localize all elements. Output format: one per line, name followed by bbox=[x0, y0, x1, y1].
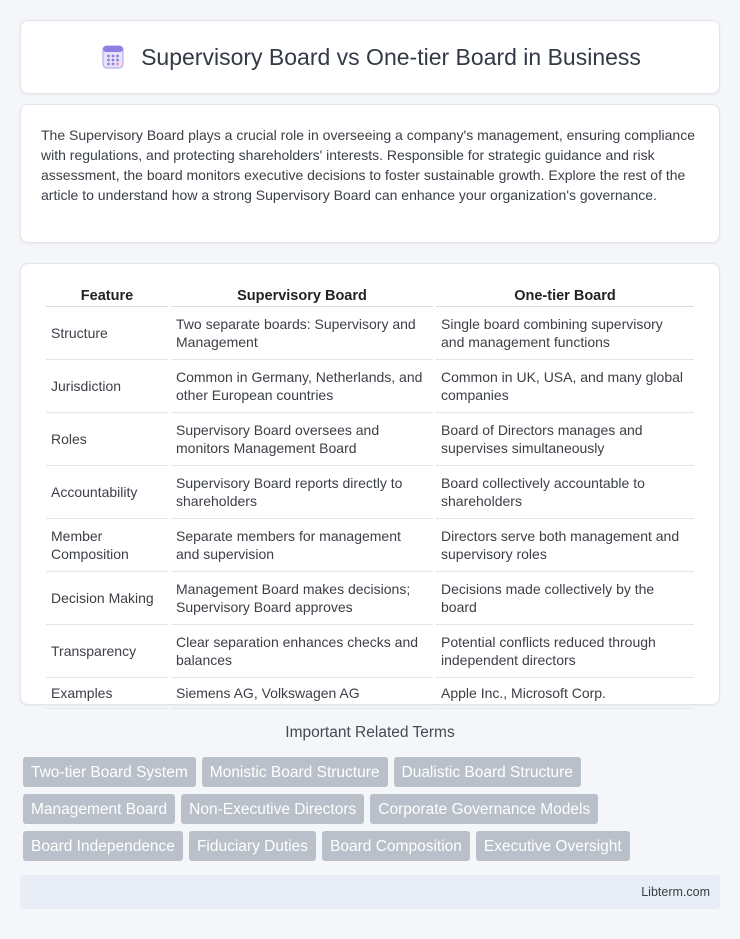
related-term-tag[interactable]: Board Composition bbox=[322, 831, 470, 861]
cell-one-tier: Board collectively accountable to shareholders bbox=[436, 466, 694, 519]
comparison-table bbox=[43, 282, 697, 709]
related-term-tag[interactable]: Corporate Governance Models bbox=[370, 794, 598, 824]
related-terms-list bbox=[23, 757, 723, 861]
related-term-tag[interactable]: Executive Oversight bbox=[476, 831, 630, 861]
table-header-row bbox=[46, 282, 694, 307]
table-row bbox=[46, 678, 694, 709]
related-terms-title: Important Related Terms bbox=[285, 724, 455, 741]
cell-supervisory: Supervisory Board oversees and monitors Management Board bbox=[171, 413, 433, 466]
cell-feature: Roles bbox=[46, 413, 168, 466]
cell-feature: Structure bbox=[46, 307, 168, 360]
cell-supervisory: Two separate boards: Supervisory and Management bbox=[171, 307, 433, 360]
header-one-tier-board: One-tier Board bbox=[436, 282, 694, 307]
cell-feature: Transparency bbox=[46, 625, 168, 678]
header-card bbox=[20, 20, 720, 94]
table-row bbox=[46, 307, 694, 360]
cell-one-tier: Directors serve both management and supervisory roles bbox=[436, 519, 694, 572]
table-row bbox=[46, 360, 694, 413]
table-row bbox=[46, 572, 694, 625]
footer bbox=[20, 875, 720, 909]
related-term-tag[interactable]: Two-tier Board System bbox=[23, 757, 196, 787]
cell-supervisory: Management Board makes decisions; Supervisory Board approves bbox=[171, 572, 433, 625]
cell-supervisory: Common in Germany, Netherlands, and other European countries bbox=[171, 360, 433, 413]
related-term-tag[interactable]: Dualistic Board Structure bbox=[394, 757, 581, 787]
intro-card bbox=[20, 104, 720, 243]
comparison-table-card bbox=[20, 263, 720, 705]
cell-feature: Decision Making bbox=[46, 572, 168, 625]
cell-one-tier: Common in UK, USA, and many global companies bbox=[436, 360, 694, 413]
footer-site-link[interactable]: Libterm.com bbox=[641, 885, 710, 899]
header-supervisory-board: Supervisory Board bbox=[171, 282, 433, 307]
intro-paragraph: The Supervisory Board plays a crucial role in overseeing a company's management, ensuring compliance with regulations, and protecting shareholders' interests. Responsible for strategic guidance and risk assessment, the board monitors executive decisions to foster sustainable growth. Explore the rest of the article to understand how a strong Supervisory Board can enhance your organization's governance. bbox=[41, 127, 696, 203]
related-term-tag[interactable]: Board Independence bbox=[23, 831, 183, 861]
cell-feature: Member Composition bbox=[46, 519, 168, 572]
table-row bbox=[46, 625, 694, 678]
cell-one-tier: Board of Directors manages and supervises simultaneously bbox=[436, 413, 694, 466]
page-title: Supervisory Board vs One-tier Board in Business bbox=[141, 43, 641, 70]
cell-supervisory: Clear separation enhances checks and balances bbox=[171, 625, 433, 678]
cell-one-tier: Decisions made collectively by the board bbox=[436, 572, 694, 625]
header-feature: Feature bbox=[46, 282, 168, 307]
related-term-tag[interactable]: Fiduciary Duties bbox=[189, 831, 316, 861]
cell-feature: Examples bbox=[46, 678, 168, 709]
calculator-icon bbox=[99, 43, 127, 71]
related-term-tag[interactable]: Non-Executive Directors bbox=[181, 794, 364, 824]
table-row bbox=[46, 519, 694, 572]
cell-supervisory: Separate members for management and supervision bbox=[171, 519, 433, 572]
cell-feature: Accountability bbox=[46, 466, 168, 519]
table-row bbox=[46, 466, 694, 519]
cell-one-tier: Single board combining supervisory and management functions bbox=[436, 307, 694, 360]
related-term-tag[interactable]: Management Board bbox=[23, 794, 175, 824]
related-term-tag[interactable]: Monistic Board Structure bbox=[202, 757, 388, 787]
cell-supervisory: Supervisory Board reports directly to shareholders bbox=[171, 466, 433, 519]
cell-one-tier: Potential conflicts reduced through independent directors bbox=[436, 625, 694, 678]
table-row bbox=[46, 413, 694, 466]
cell-feature: Jurisdiction bbox=[46, 360, 168, 413]
cell-one-tier: Apple Inc., Microsoft Corp. bbox=[436, 678, 694, 709]
cell-supervisory: Siemens AG, Volkswagen AG bbox=[171, 678, 433, 709]
